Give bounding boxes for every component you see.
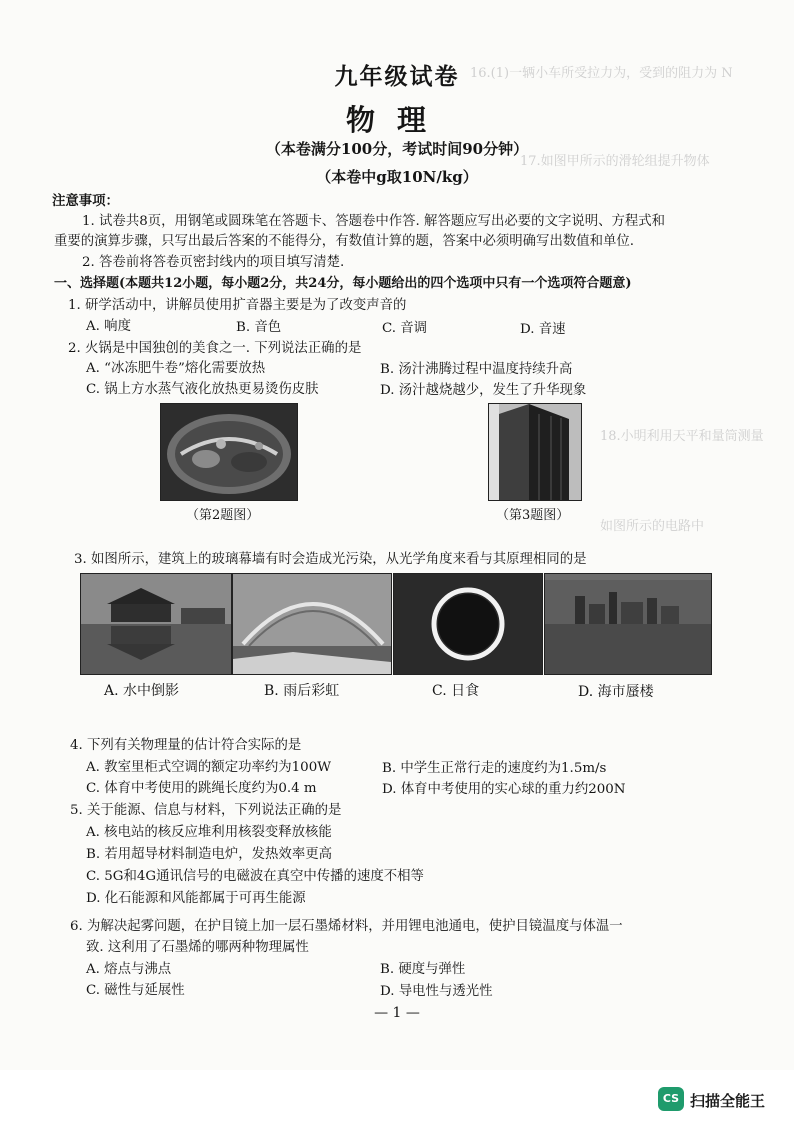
subject-title: 物理 — [345, 103, 448, 137]
q5-option-b: B. 若用超导材料制造电炉，发热效率更高 — [86, 847, 332, 862]
q6-option-a: A. 熔点与沸点 — [86, 962, 172, 977]
q4-option-c: C. 体育中考使用的跳绳长度约为0.4 m — [86, 781, 317, 796]
q2-option-d: D. 汤汁越烧越少，发生了升华现象 — [380, 383, 587, 398]
bleed-through-text: 16.(1)一辆小车所受拉力为，受到的阻力为 N — [470, 66, 733, 81]
q4-option-d: D. 体育中考使用的实心球的重力约200N — [382, 782, 626, 797]
figure-2-caption: （第2题图） — [186, 508, 260, 523]
hotpot-photo — [160, 403, 298, 501]
note-2: 2. 答卷前将答卷页密封线内的项目填写清楚. — [82, 255, 345, 270]
q3-option-b: B. 雨后彩虹 — [264, 683, 340, 699]
q1-option-c: C. 音调 — [382, 321, 428, 336]
mirage-photo — [544, 573, 712, 675]
question-5-stem: 5. 关于能源、信息与材料，下列说法正确的是 — [70, 803, 342, 818]
q2-option-c: C. 锅上方水蒸气液化放热更易烫伤皮肤 — [86, 382, 319, 397]
q5-option-d: D. 化石能源和风能都属于可再生能源 — [86, 891, 306, 906]
q3-option-a: A. 水中倒影 — [104, 683, 180, 699]
q6-option-c: C. 磁性与延展性 — [86, 983, 185, 998]
question-3-stem: 3. 如图所示，建筑上的玻璃幕墙有时会造成光污染，从光学角度来看与其原理相同的是 — [74, 552, 587, 567]
q6-option-d: D. 导电性与透光性 — [380, 984, 493, 999]
figure-3-caption: （第3题图） — [496, 508, 570, 523]
glass-building-photo — [488, 403, 582, 501]
note-1-line-2: 重要的演算步骤，只写出最后答案的不能得分，有数值计算的题，答案中必须明确写出数值和单位. — [54, 234, 635, 249]
score-time-note: （本卷满分100分，考试时间90分钟） — [265, 140, 529, 158]
question-1-stem: 1. 研学活动中，讲解员使用扩音器主要是为了改变声音的 — [68, 298, 407, 313]
question-6-stem-line-2: 致. 这利用了石墨烯的哪两种物理属性 — [86, 940, 309, 955]
q1-option-d: D. 音速 — [520, 322, 566, 337]
camscanner-label: 扫描全能王 — [690, 1092, 766, 1110]
q3-option-d: D. 海市蜃楼 — [578, 684, 654, 700]
q2-option-a: A. “冰冻肥牛卷”熔化需要放热 — [86, 361, 266, 376]
question-2-stem: 2. 火锅是中国独创的美食之一. 下列说法正确的是 — [68, 341, 362, 356]
notes-heading: 注意事项： — [52, 193, 119, 209]
exam-title: 九年级试卷 — [334, 63, 460, 90]
q1-option-a: A. 响度 — [86, 319, 131, 334]
bleed-through-text: 18.小明利用天平和量筒测量 — [600, 429, 764, 444]
bleed-through-text: 17.如图甲所示的滑轮组提升物体 — [520, 154, 710, 169]
note-1-line-1: 1. 试卷共8页，用钢笔或圆珠笔在答题卡、答题卷中作答. 解答题应写出必要的文字说明、方程式和 — [82, 214, 666, 229]
q3-option-c: C. 日食 — [432, 683, 480, 699]
q4-option-b: B. 中学生正常行走的速度约为1.5m/s — [382, 761, 607, 776]
q5-option-a: A. 核电站的核反应堆利用核裂变释放核能 — [86, 825, 332, 840]
q1-option-b: B. 音色 — [236, 320, 282, 335]
q2-option-b: B. 汤汁沸腾过程中温度持续升高 — [380, 362, 573, 377]
g-value-note: （本卷中g取10N/kg） — [316, 168, 478, 186]
question-6-stem-line-1: 6. 为解决起雾问题，在护目镜上加一层石墨烯材料，并用锂电池通电，使护目镜温度与体温一 — [70, 919, 623, 934]
section-heading: 一、选择题(本题共12小题，每小题2分，共24分，每小题给出的四个选项中只有一个选项符合题意) — [54, 276, 632, 291]
page-number: — 1 — — [374, 1005, 420, 1021]
q6-option-b: B. 硬度与弹性 — [380, 962, 466, 977]
q5-option-c: C. 5G和4G通讯信号的电磁波在真空中传播的速度不相等 — [86, 869, 424, 884]
q4-option-a: A. 教室里柜式空调的额定功率约为100W — [86, 760, 331, 775]
camscanner-logo-icon: CS — [658, 1087, 684, 1111]
question-4-stem: 4. 下列有关物理量的估计符合实际的是 — [70, 738, 302, 753]
bleed-through-text: 如图所示的电路中 — [600, 519, 705, 534]
eclipse-photo — [393, 573, 543, 675]
rainbow-photo — [232, 573, 392, 675]
water-reflection-photo — [80, 573, 232, 675]
